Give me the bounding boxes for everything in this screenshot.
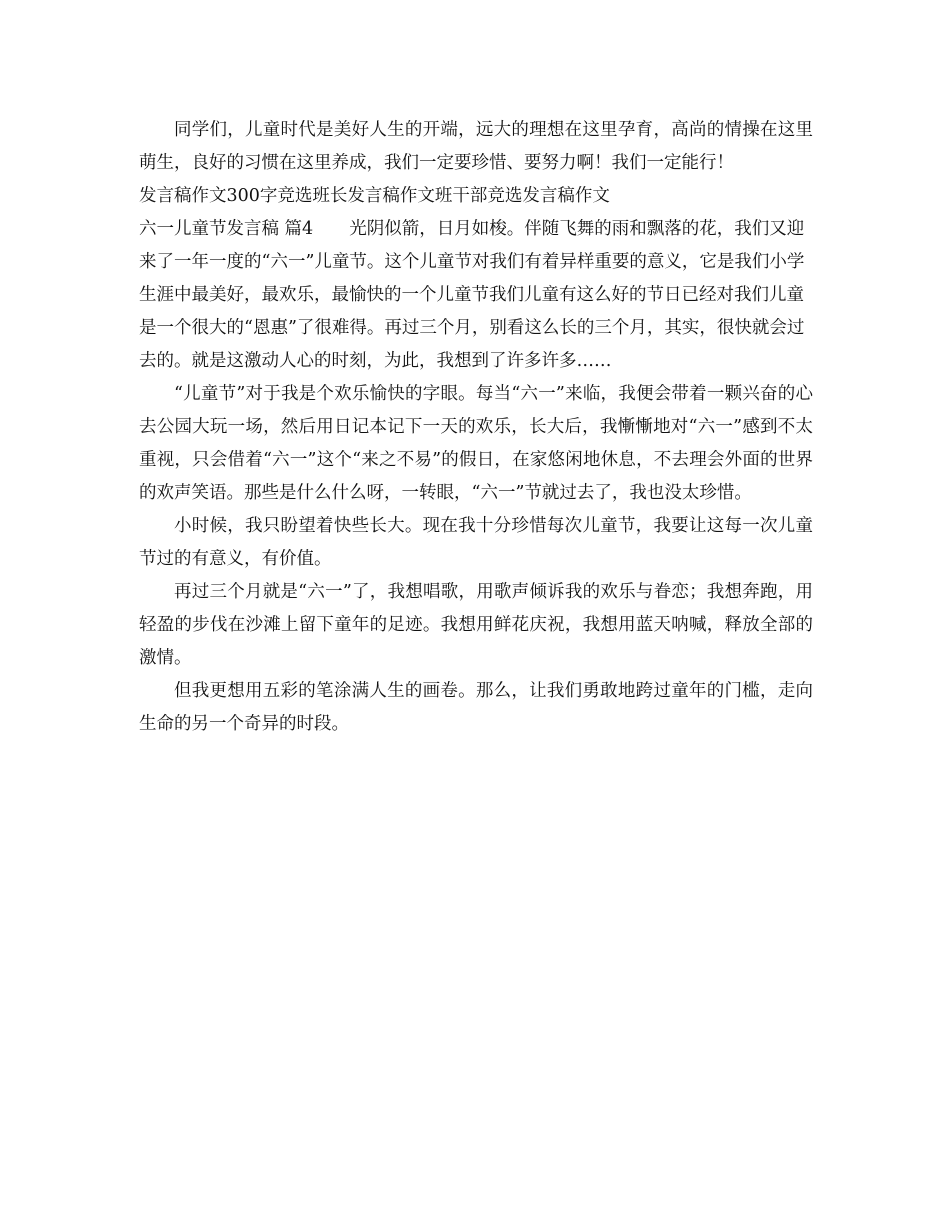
paragraph-closing: 但我更想用五彩的笔涂满人生的画卷。那么，让我们勇敢地跨过童年的门槛，走向生命的另一个奇异的时段。 xyxy=(139,681,813,734)
paragraph-three-months: 再过三个月就是“六一”了，我想唱歌，用歌声倾诉我的欢乐与眷恋；我想奔跑，用轻盈的步伐在沙滩上留下童年的足迹。我想用鲜花庆祝，我想用蓝天呐喊，释放全部的激情。 xyxy=(139,582,813,668)
paragraph-section-4 xyxy=(139,213,813,378)
paragraph-intro: 同学们，儿童时代是美好人生的开端，远大的理想在这里孕育，高尚的情操在这里萌生，良好的习惯在这里养成，我们一定要珍惜、要努力啊！我们一定能行！ xyxy=(139,120,813,173)
document-body xyxy=(139,114,813,741)
section-title: 六一儿童节发言稿 篇4 xyxy=(139,219,314,239)
section-4-body: 光阴似箭，日月如梭。伴随飞舞的雨和飘落的花，我们又迎来了一年一度的“六一”儿童节。这个儿童节对我们有着异样重要的意义，它是我们小学生涯中最美好，最欢乐，最愉快的一个儿童节我们儿童有这么好的节日已经对我们儿童是一个很大的“恩惠”了很难得。再过三个月，别看这么长的三个月，其实，很快就会过去的。就是这激动人心的时刻，为此，我想到了许多许多…… xyxy=(139,219,805,371)
paragraph-childrens-day: “儿童节”对于我是个欢乐愉快的字眼。每当“六一”来临，我便会带着一颗兴奋的心去公园大玩一场，然后用日记本记下一天的欢乐，长大后，我慚慚地对“六一”感到不太重视，只会借着“六一”这个“来之不易”的假日，在家悠闲地休息，不去理会外面的世界的欢声笑语。那些是什么什么呀，一转眼，“六一”节就过去了，我也没太珍惜。 xyxy=(139,384,813,503)
related-articles-heading: 发言稿作文300字竞选班长发言稿作文班干部竞选发言稿作文 xyxy=(139,186,610,206)
paragraph-childhood: 小时候，我只盼望着快些长大。现在我十分珍惜每次儿童节，我要让这每一次儿童节过的有意义，有价值。 xyxy=(139,516,813,569)
